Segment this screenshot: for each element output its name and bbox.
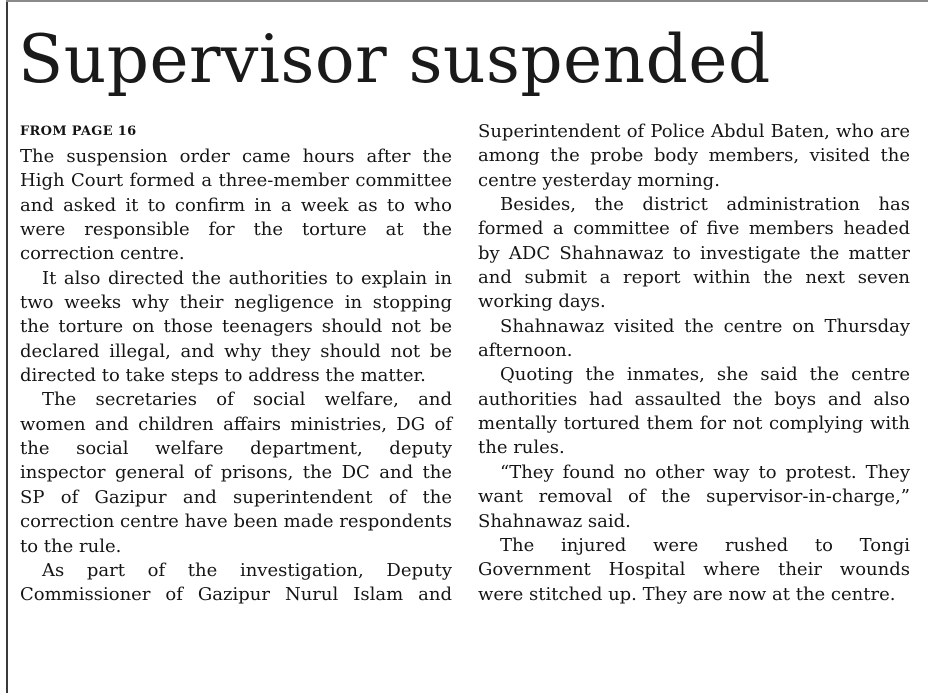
paragraph-right-2: Besides, the district administration has formed a committee of five members headed by ADC Shahnawaz to investigate the matter and submit a report within the next seven working days. bbox=[478, 194, 910, 313]
paragraph-left-4: As part of the investigation, Deputy Commissioner of Gazipur Nurul Islam and bbox=[20, 559, 452, 606]
headline: Supervisor suspended bbox=[18, 21, 771, 98]
paragraph-right-6: The injured were rushed to Tongi Government Hospital where their wounds were stitched up. They are now at the centre. bbox=[478, 534, 910, 605]
paragraph-left-1: The suspension order came hours after the High Court formed a three-member committee and asked it to confirm in a week as to who were responsible for the torture at the correction centre. bbox=[20, 146, 452, 265]
kicker-from-page: FROM PAGE 16 bbox=[20, 124, 137, 139]
paragraph-right-1: Superintendent of Police Abdul Baten, who are among the probe body members, visited the centre yesterday morning. bbox=[478, 121, 910, 191]
left-border-rule bbox=[6, 0, 8, 693]
paragraph-right-5: “They found no other way to protest. They want removal of the supervisor-in-charge,” Shahnawaz said. bbox=[478, 461, 910, 532]
left-column bbox=[20, 145, 452, 608]
paragraph-left-2: It also directed the authorities to explain in two weeks why their negligence in stopping the torture on those teenagers should not be declared illegal, and why they should not be directed to take steps to address the matter. bbox=[20, 267, 452, 387]
paragraph-right-4: Quoting the inmates, she said the centre authorities had assaulted the boys and also mentally tortured them for not complying with the rules. bbox=[478, 364, 910, 459]
paragraph-left-3: The secretaries of social welfare, and women and children affairs ministries, DG of the social welfare department, deputy inspector general of prisons, the DC and the SP of Gazipur and superintendent of the correction centre have been made respondents to the rule. bbox=[20, 389, 452, 557]
right-column bbox=[478, 120, 910, 607]
paragraph-right-3: Shahnawaz visited the centre on Thursday afternoon. bbox=[478, 315, 910, 362]
top-border-rule bbox=[6, 0, 928, 2]
